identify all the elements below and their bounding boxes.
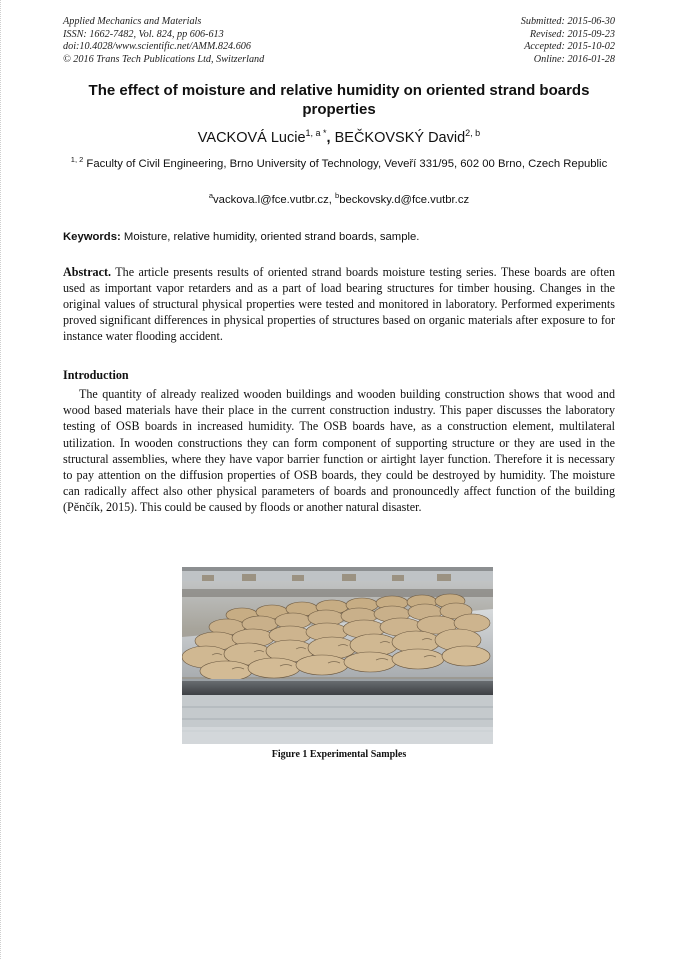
keywords-label: Keywords: <box>63 231 121 243</box>
affiliation-text: Faculty of Civil Engineering, Brno University of Technology, Veveří 331/95, 602 00 Brno, Czech Republic <box>83 158 608 170</box>
keywords <box>63 230 615 245</box>
accepted-date: Accepted: 2015-10-02 <box>524 41 615 53</box>
submitted-date: Submitted: 2015-06-30 <box>520 16 615 27</box>
abstract <box>63 264 615 344</box>
issn-line: ISSN: 1662-7482, Vol. 824, pp 606-613 <box>63 28 224 40</box>
introduction-paragraph: The quantity of already realized wooden buildings and wooden building construction shows that wood and wood based materials have their place in the current construction industry. This paper discusses the laboratory testing of OSB boards in increased humidity. The OSB boards have, as a construction element, multilateral utilization. In wooden constructions they can form component of supporting structure or they are used in the structural assemblies, where they have vapor barrier function or airtight layer function. Therefore it is necessary to pay attention on the diffusion properties of OSB boards, they could be destroyed by humidity. The moisture can radically affect also other physical parameters of boards and pronouncedly affect function of the building (Pěnčík, 2015). This could be caused by floods or another natural disaster. <box>63 387 615 515</box>
journal-header <box>63 16 615 66</box>
author-emails <box>63 193 615 208</box>
paper-title: The effect of moisture and relative humidity on oriented strand boards properties <box>88 82 590 118</box>
page-edge <box>0 0 3 959</box>
journal-info <box>63 16 264 66</box>
copyright-line: © 2016 Trans Tech Publications Ltd, Switzerland <box>63 53 265 65</box>
affiliation-marker: 1, 2 <box>70 155 84 165</box>
abstract-label: Abstract. <box>63 265 112 279</box>
experimental-samples-photo <box>182 567 493 744</box>
email-b[interactable]: beckovsky.d@fce.vutbr.cz <box>339 194 470 206</box>
author-line <box>63 128 615 148</box>
author-1-name: VACKOVÁ Lucie <box>197 130 306 146</box>
figure-caption: Figure 1 Experimental Samples <box>271 749 407 760</box>
author-2-marker: 2, b <box>465 128 481 139</box>
email-b-marker: b <box>335 191 340 201</box>
author-1-marker: 1, a * <box>305 128 327 139</box>
email-a[interactable]: vackova.l@fce.vutbr.cz <box>213 194 329 206</box>
doi-line: doi:10.4028/www.scientific.net/AMM.824.606 <box>63 41 251 53</box>
submission-dates <box>521 16 615 66</box>
journal-name: Applied Mechanics and Materials <box>63 16 202 27</box>
email-a-marker: a <box>208 191 214 201</box>
abstract-text: The article presents results of oriented strand boards moisture testing series. These boards are often used as important vapor retarders and as a part of load bearing structures for timber housing. Changes in the original values of structural physical properties were tested and monitored in laboratory. Performed experiments proved significant differences in physical properties of structures based on organic materials after exposure to for instance water flooding accident. <box>63 265 615 344</box>
author-2-name: BEČKOVSKÝ David <box>334 130 466 146</box>
online-date: Online: 2016-01-28 <box>533 53 615 65</box>
keywords-text: Moisture, relative humidity, oriented strand boards, sample. <box>120 231 420 243</box>
email-separator: , <box>328 194 336 206</box>
author-separator: , <box>326 130 335 146</box>
affiliation <box>63 157 615 173</box>
revised-date: Revised: 2015-09-23 <box>529 28 615 40</box>
introduction-heading: Introduction <box>63 368 129 382</box>
